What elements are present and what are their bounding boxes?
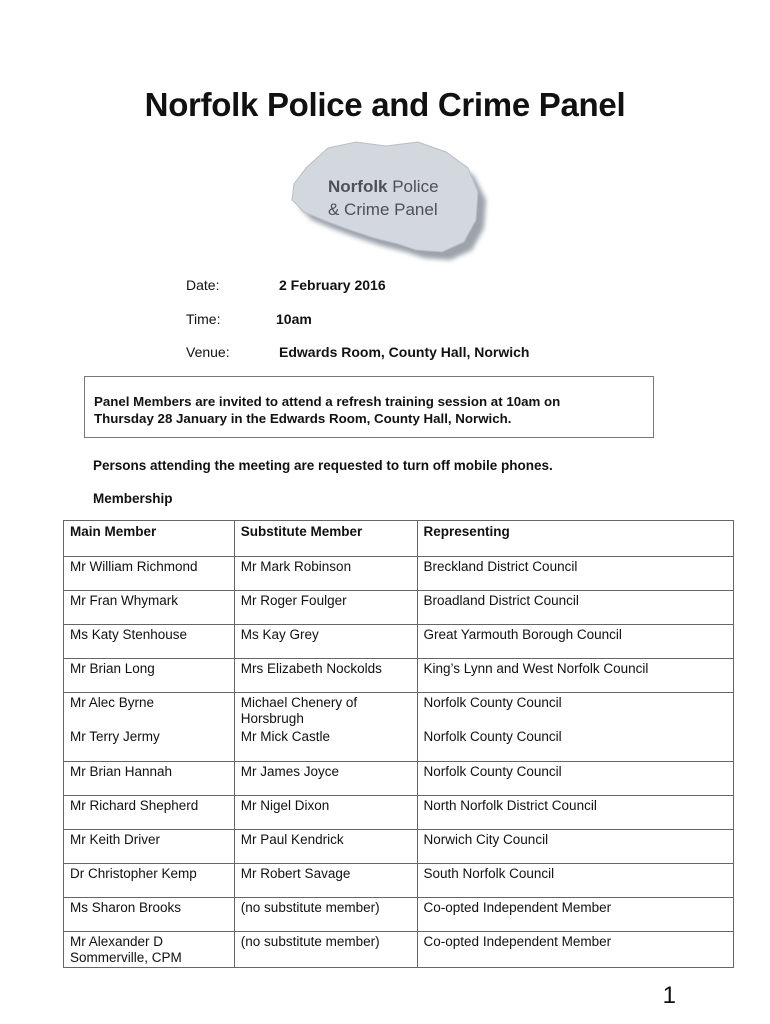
table-row	[64, 557, 734, 591]
substitute-member-cell: (no substitute member)	[234, 897, 417, 931]
svg-text:Norfolk Police	[328, 177, 439, 196]
mobile-phones-notice: Persons attending the meeting are requested to turn off mobile phones.	[93, 458, 553, 473]
main-member-cell: Mr William Richmond	[64, 557, 235, 591]
representing-cell: Co-opted Independent Member	[417, 897, 733, 931]
table-header-row	[64, 521, 734, 557]
panel-logo	[270, 130, 502, 270]
time-value: 10am	[276, 311, 312, 327]
representing-cell: Great Yarmouth Borough Council	[417, 625, 733, 659]
representing-cell: Norwich City Council	[417, 829, 733, 863]
substitute-member-cell: Mr Nigel Dixon	[234, 795, 417, 829]
representing-cell: King’s Lynn and West Norfolk Council	[417, 659, 733, 693]
main-member-cell: Mr Alec Byrne	[64, 693, 235, 728]
main-member-cell: Mr Fran Whymark	[64, 591, 235, 625]
notice-line-1: Panel Members are invited to attend a refresh training session at 10am on	[94, 394, 561, 409]
time-label: Time:	[186, 311, 221, 327]
main-member-cell: Mr Alexander D Sommerville, CPM	[64, 931, 235, 967]
substitute-member-cell: Mr James Joyce	[234, 761, 417, 795]
table-row	[64, 727, 734, 761]
table-row	[64, 693, 734, 728]
main-member-cell: Mr Brian Long	[64, 659, 235, 693]
norfolk-map-logo-icon	[270, 130, 502, 270]
representing-cell: Norfolk County Council	[417, 693, 733, 728]
table-row	[64, 897, 734, 931]
representing-cell: North Norfolk District Council	[417, 795, 733, 829]
substitute-member-cell: Mr Mark Robinson	[234, 557, 417, 591]
table-row	[64, 795, 734, 829]
substitute-member-cell: Mr Mick Castle	[234, 727, 417, 761]
main-member-cell: Dr Christopher Kemp	[64, 863, 235, 897]
table-row	[64, 931, 734, 967]
table-row	[64, 659, 734, 693]
table-row	[64, 625, 734, 659]
main-member-cell: Mr Keith Driver	[64, 829, 235, 863]
substitute-member-cell: Mr Robert Savage	[234, 863, 417, 897]
table-row	[64, 863, 734, 897]
header-substitute-member: Substitute Member	[234, 521, 417, 557]
representing-cell: Breckland District Council	[417, 557, 733, 591]
representing-cell: South Norfolk Council	[417, 863, 733, 897]
venue-value: Edwards Room, County Hall, Norwich	[279, 344, 530, 360]
main-member-cell: Ms Katy Stenhouse	[64, 625, 235, 659]
substitute-member-cell: Michael Chenery of Horsbrugh	[234, 693, 417, 728]
representing-cell: Norfolk County Council	[417, 761, 733, 795]
substitute-member-cell: Mr Roger Foulger	[234, 591, 417, 625]
table-row	[64, 761, 734, 795]
main-member-cell: Mr Brian Hannah	[64, 761, 235, 795]
header-main-member: Main Member	[64, 521, 235, 557]
representing-cell: Co-opted Independent Member	[417, 931, 733, 967]
main-member-cell: Ms Sharon Brooks	[64, 897, 235, 931]
main-member-cell: Mr Terry Jermy	[64, 727, 235, 761]
logo-text-line2: & Crime Panel	[328, 200, 438, 219]
membership-table	[63, 520, 734, 968]
membership-heading: Membership	[93, 491, 173, 506]
document-title: Norfolk Police and Crime Panel	[144, 86, 626, 123]
venue-label: Venue:	[186, 344, 230, 360]
representing-cell: Broadland District Council	[417, 591, 733, 625]
logo-text-rest: Police	[387, 177, 439, 196]
page-number: 1	[662, 982, 676, 1009]
date-value: 2 February 2016	[279, 277, 386, 293]
training-notice-box	[84, 376, 654, 438]
substitute-member-cell: (no substitute member)	[234, 931, 417, 967]
representing-cell: Norfolk County Council	[417, 727, 733, 761]
header-representing: Representing	[417, 521, 733, 557]
substitute-member-cell: Mrs Elizabeth Nockolds	[234, 659, 417, 693]
date-label: Date:	[186, 277, 220, 293]
substitute-member-cell: Mr Paul Kendrick	[234, 829, 417, 863]
main-member-cell: Mr Richard Shepherd	[64, 795, 235, 829]
table-row	[64, 829, 734, 863]
logo-text-bold: Norfolk	[328, 177, 388, 196]
table-row	[64, 591, 734, 625]
substitute-member-cell: Ms Kay Grey	[234, 625, 417, 659]
notice-line-2: Thursday 28 January in the Edwards Room, County Hall, Norwich.	[94, 411, 512, 426]
